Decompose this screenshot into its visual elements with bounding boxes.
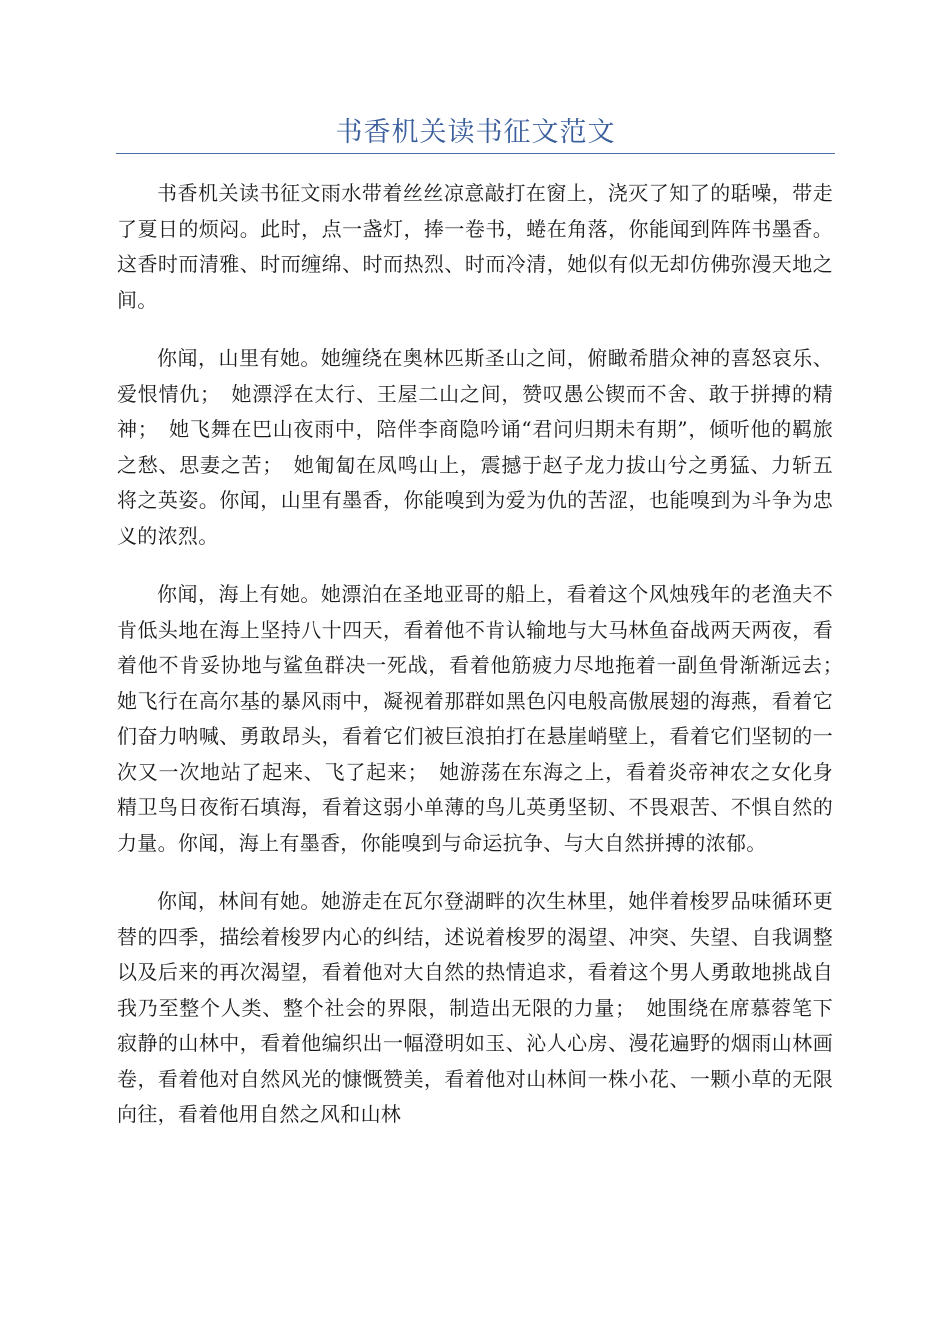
paragraph-4: 你闻，林间有她。她游走在瓦尔登湖畔的次生林里，她伴着梭罗品味循环更替的四季，描绘着梭罗内心的纠结，述说着梭罗的渴望、冲突、失望、自我调整以及后来的再次渴望，看着他对大自然的热情追求，看着这个男人勇敢地挑战自我乃至整个人类、整个社会的界限，制造出无限的力量； 她围绕在席慕蓉笔下寂静的山林中，看着他编织出一幅澄明如玉、沁人心房、漫花遍野的烟雨山林画卷，看着他对自然风光的慷慨赞美，看着他对山林间一株小花、一颗小草的无限向往，看着他用自然之风和山林	[117, 889, 833, 1126]
paragraph-1: 书香机关读书征文雨水带着丝丝凉意敲打在窗上，浇灭了知了的聒噪，带走了夏日的烦闷。此时，点一盏灯，捧一卷书，蜷在角落，你能闻到阵阵书墨香。这香时而清雅、时而缠绵、时而热烈、时而冷清，她似有似无却仿佛弥漫天地之间。	[117, 181, 833, 312]
paragraph-2: 你闻，山里有她。她缠绕在奥林匹斯圣山之间，俯瞰希腊众神的喜怒哀乐、爱恨情仇； 她漂浮在太行、王屋二山之间，赞叹愚公锲而不舍、敢于拼搏的精神； 她飞舞在巴山夜雨中，陪伴李商隐吟诵“君问归期未有期”，倾听他的羁旅之愁、思妻之苦； 她匍匐在凤鸣山上，震撼于赵子龙力拔山兮之勇猛、力斩五将之英姿。你闻，山里有墨香，你能嗅到为爱为仇的苦涩，也能嗅到为斗争为忠义的浓烈。	[117, 346, 833, 548]
document-body	[117, 176, 854, 1156]
paragraph-3: 你闻，海上有她。她漂泊在圣地亚哥的船上，看着这个风烛残年的老渔夫不肯低头地在海上坚持八十四天，看着他不肯认输地与大马林鱼奋战两天两夜，看着他不肯妥协地与鲨鱼群决一死战，看着他筋疲力尽地拖着一副鱼骨渐渐远去； 她飞行在高尔基的暴风雨中，凝视着那群如黑色闪电般高傲展翅的海燕，看着它们奋力呐喊、勇敢昂头，看着它们被巨浪拍打在悬崖峭壁上，看着它们坚韧的一次又一次地站了起来、飞了起来； 她游荡在东海之上，看着炎帝神农之女化身精卫鸟日夜衔石填海，看着这弱小单薄的鸟儿英勇坚韧、不畏艰苦、不惧自然的力量。你闻，海上有墨香，你能嗅到与命运抗争、与大自然拼搏的浓郁。	[117, 582, 854, 855]
title-underline	[116, 153, 835, 154]
document-title: 书香机关读书征文范文	[335, 117, 616, 148]
